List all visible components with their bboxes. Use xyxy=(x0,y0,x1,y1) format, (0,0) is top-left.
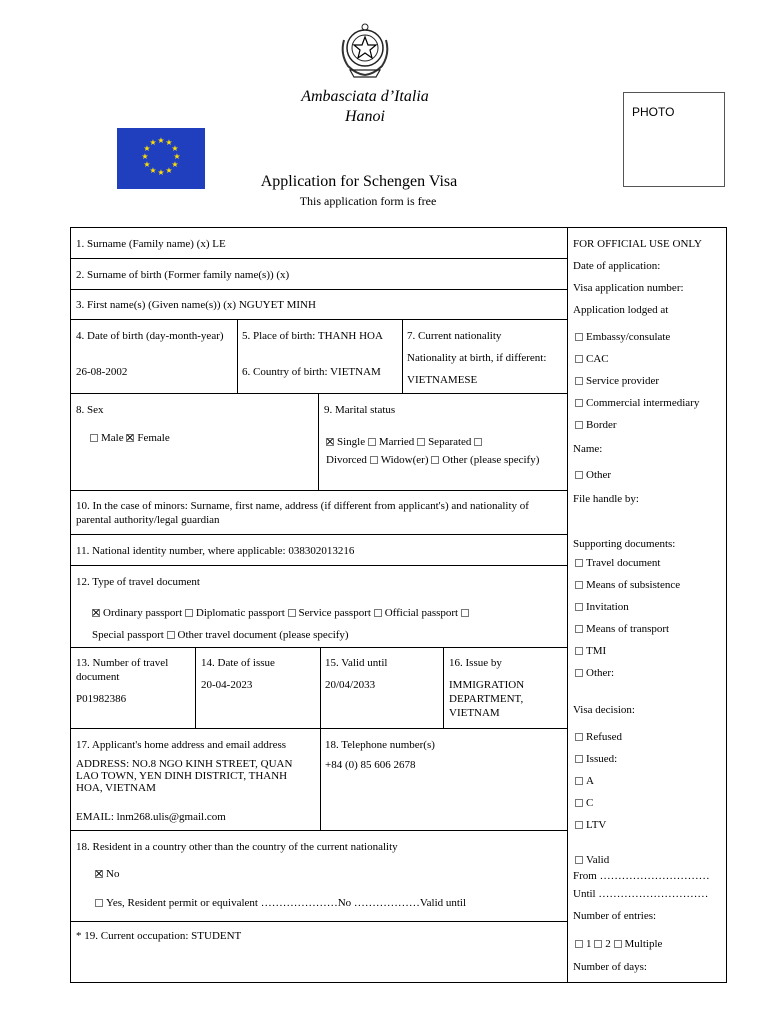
other-travel-doc-checkbox[interactable] xyxy=(167,631,175,639)
official-transport-option xyxy=(575,622,669,636)
entries-2-checkbox[interactable] xyxy=(594,940,602,948)
male-label: Male xyxy=(101,432,124,444)
svg-text:★: ★ xyxy=(165,166,173,175)
official-file: File handle by: xyxy=(573,493,639,505)
issued-checkbox[interactable] xyxy=(575,755,583,763)
from-dots: ………………………… xyxy=(599,870,710,882)
extra-checkbox[interactable] xyxy=(474,438,482,446)
official-refused-option xyxy=(575,730,622,744)
nationality-value[interactable]: VIETNAMESE xyxy=(407,374,478,386)
national-id-field[interactable]: 11. National identity number, where applicable: 038302013216 xyxy=(76,545,355,557)
address-label: 17. Applicant's home address and email address xyxy=(76,739,287,751)
nationality-label: 7. Current nationality xyxy=(407,330,502,342)
entries-multiple-label: Multiple xyxy=(624,938,663,950)
official-a-option xyxy=(575,774,594,788)
svg-text:★: ★ xyxy=(143,144,151,153)
special-passport-checkbox[interactable] xyxy=(461,609,469,617)
address-value[interactable]: ADDRESS: NO.8 NGO KINH STREET, QUAN LAO TOWN, YEN DINH DISTRICT, THANH HOA, VIETNAM xyxy=(76,758,293,794)
official-other-option xyxy=(575,468,611,482)
service-provider-checkbox[interactable] xyxy=(575,377,583,385)
travel-doc-number-value[interactable]: P01982386 xyxy=(76,693,127,705)
border-checkbox[interactable] xyxy=(575,421,583,429)
svg-text:★: ★ xyxy=(173,152,181,161)
official-ltv-option xyxy=(575,818,606,832)
until-dots: ………………………… xyxy=(598,888,709,900)
issued-by-value[interactable]: IMMIGRATION DEPARTMENT, VIETNAM xyxy=(449,679,525,719)
dob-label: 4. Date of birth (day-month-year) xyxy=(76,330,224,342)
surname-of-birth-field[interactable]: 2. Surname of birth (Former family name(s)) (x) xyxy=(76,269,290,281)
commercial-checkbox[interactable] xyxy=(575,399,583,407)
resident-permit-dots: ………………… xyxy=(260,897,338,909)
dob-value[interactable]: 26-08-2002 xyxy=(76,366,128,378)
special-passport-label: Special passport xyxy=(92,629,164,641)
entries-2-label: 2 xyxy=(605,938,611,950)
tmi-checkbox[interactable] xyxy=(575,647,583,655)
official-name: Name: xyxy=(573,443,603,455)
resident-yes-label: Yes, Resident permit or equivalent xyxy=(106,897,258,909)
resident-valid-until: Valid until xyxy=(419,897,467,909)
invitation-label: Invitation xyxy=(586,601,629,613)
tmi-label: TMI xyxy=(586,645,607,657)
marital-options-2 xyxy=(326,453,562,467)
from-label: From xyxy=(573,870,597,882)
embassy-label: Embassy/consulate xyxy=(586,331,671,343)
married-checkbox[interactable] xyxy=(368,438,376,446)
italian-emblem-icon xyxy=(336,20,394,82)
other-label: Other xyxy=(586,469,612,481)
official-from xyxy=(573,869,710,883)
marital-other-checkbox[interactable] xyxy=(431,456,439,464)
official-cac-option xyxy=(575,352,609,366)
official-other2-option xyxy=(575,666,614,680)
male-checkbox[interactable] xyxy=(90,434,98,442)
subsistence-checkbox[interactable] xyxy=(575,581,583,589)
official-service-option xyxy=(575,374,659,388)
until-label: Until xyxy=(573,888,596,900)
official-visa-no: Visa application number: xyxy=(573,282,684,294)
marital-label: 9. Marital status xyxy=(324,404,396,416)
female-checkbox[interactable] xyxy=(126,434,134,442)
official-until xyxy=(573,887,708,901)
travel-doc-label: 12. Type of travel document xyxy=(76,576,200,588)
official-c-option xyxy=(575,796,593,810)
valid-label: Valid xyxy=(586,854,610,866)
travel-doc-number-label: 13. Number of travel document xyxy=(76,657,169,683)
widow-checkbox[interactable] xyxy=(370,456,378,464)
form-title: Application for Schengen Visa xyxy=(260,173,458,190)
svg-text:★: ★ xyxy=(149,166,157,175)
svg-text:★: ★ xyxy=(149,138,157,147)
minors-field[interactable]: 10. In the case of minors: Surname, first name, address (if different from applicant's) and nationality of parental authority/legal guardian xyxy=(76,500,529,526)
embassy-name: Ambasciata d’Italia xyxy=(301,88,429,105)
email-value[interactable]: EMAIL: lnm268.ulis@gmail.com xyxy=(76,811,226,823)
official-tmi-option xyxy=(575,644,606,658)
refused-label: Refused xyxy=(586,731,623,743)
ltv-checkbox[interactable] xyxy=(575,821,583,829)
surname-field[interactable]: 1. Surname (Family name) (x) LE xyxy=(76,238,226,250)
valid-checkbox[interactable] xyxy=(575,856,583,864)
other-travel-doc-label: Other travel document (please specify) xyxy=(177,629,349,641)
resident-yes-option xyxy=(95,896,466,910)
travel-doc-options xyxy=(92,602,552,646)
married-label: Married xyxy=(378,436,415,448)
resident-no-option xyxy=(95,867,119,881)
issue-date-value[interactable]: 20-04-2023 xyxy=(201,679,253,691)
single-checkbox[interactable] xyxy=(326,438,334,446)
nationality-birth-label: Nationality at birth, if different: xyxy=(407,352,547,364)
first-name-field[interactable]: 3. First name(s) (Given name(s)) (x) NGUYET MINH xyxy=(76,299,316,311)
official-travel-doc-option xyxy=(575,556,660,570)
svg-text:★: ★ xyxy=(157,136,165,145)
invitation-checkbox[interactable] xyxy=(575,603,583,611)
official-embassy-option xyxy=(575,330,670,344)
photo-label: PHOTO xyxy=(632,105,675,119)
sex-options xyxy=(90,431,170,445)
telephone-value[interactable]: +84 (0) 85 606 2678 xyxy=(325,759,416,771)
border-label: Border xyxy=(586,419,617,431)
resident-valid-dots: ……………… xyxy=(353,897,420,909)
marital-options xyxy=(326,431,562,453)
sex-label: 8. Sex xyxy=(76,404,104,416)
issued-label: Issued: xyxy=(586,753,618,765)
official-passport-checkbox[interactable] xyxy=(374,609,382,617)
official-entries-options xyxy=(575,937,662,951)
issued-by-label: 16. Issue by xyxy=(449,657,502,669)
svg-text:★: ★ xyxy=(171,160,179,169)
entries-multiple-checkbox[interactable] xyxy=(614,940,622,948)
entries-1-label: 1 xyxy=(586,938,592,950)
issue-date-label: 14. Date of issue xyxy=(201,657,275,669)
other-checkbox[interactable] xyxy=(575,471,583,479)
c-checkbox[interactable] xyxy=(575,799,583,807)
official-valid-option xyxy=(575,853,609,867)
a-checkbox[interactable] xyxy=(575,777,583,785)
official-supporting: Supporting documents: xyxy=(573,538,676,550)
embassy-checkbox[interactable] xyxy=(575,333,583,341)
photo-box xyxy=(623,92,725,187)
commercial-label: Commercial intermediary xyxy=(586,397,700,409)
official-date-app: Date of application: xyxy=(573,260,661,272)
country-of-birth[interactable]: 6. Country of birth: VIETNAM xyxy=(242,366,381,378)
service-provider-label: Service provider xyxy=(586,375,659,387)
travel-doc-label-official: Travel document xyxy=(586,557,661,569)
diplomatic-passport-label: Diplomatic passport xyxy=(195,607,285,619)
separated-label: Separated xyxy=(428,436,472,448)
service-passport-checkbox[interactable] xyxy=(288,609,296,617)
official-passport-label: Official passport xyxy=(384,607,459,619)
telephone-label: 18. Telephone number(s) xyxy=(325,739,435,751)
separated-checkbox[interactable] xyxy=(417,438,425,446)
resident-yes-checkbox[interactable] xyxy=(95,899,103,907)
transport-label: Means of transport xyxy=(586,623,670,635)
other2-label: Other: xyxy=(586,667,615,679)
official-days: Number of days: xyxy=(573,961,647,973)
transport-checkbox[interactable] xyxy=(575,625,583,633)
resident-label: 18. Resident in a country other than the country of the current nationality xyxy=(76,841,398,853)
marital-other-label: Other (please specify) xyxy=(442,454,540,466)
c-label: C xyxy=(586,797,594,809)
form-subtitle: This application form is free xyxy=(299,194,437,208)
official-entries: Number of entries: xyxy=(573,910,657,922)
single-label: Single xyxy=(337,436,366,448)
official-lodged: Application lodged at xyxy=(573,304,669,316)
ordinary-passport-checkbox[interactable] xyxy=(92,609,100,617)
resident-no-label: No xyxy=(106,868,120,880)
embassy-city: Hanoi xyxy=(345,108,385,125)
a-label: A xyxy=(586,775,594,787)
svg-text:★: ★ xyxy=(143,160,151,169)
service-passport-label: Service passport xyxy=(298,607,371,619)
female-label: Female xyxy=(137,432,170,444)
ordinary-passport-label: Ordinary passport xyxy=(103,607,183,619)
ltv-label: LTV xyxy=(586,819,607,831)
place-of-birth[interactable]: 5. Place of birth: THANH HOA xyxy=(242,330,383,342)
official-invitation-option xyxy=(575,600,629,614)
cac-label: CAC xyxy=(586,353,609,365)
official-issued-option xyxy=(575,752,617,766)
subsistence-label: Means of subsistence xyxy=(586,579,681,591)
official-visa-decision: Visa decision: xyxy=(573,704,635,716)
official-commercial-option xyxy=(575,396,699,410)
official-title: FOR OFFICIAL USE ONLY xyxy=(573,238,702,250)
svg-text:★: ★ xyxy=(157,168,165,177)
entries-1-checkbox[interactable] xyxy=(575,940,583,948)
refused-checkbox[interactable] xyxy=(575,733,583,741)
divorced-label: Divorced xyxy=(326,454,367,466)
official-border-option xyxy=(575,418,617,432)
diplomatic-passport-checkbox[interactable] xyxy=(185,609,193,617)
occupation-field[interactable]: * 19. Current occupation: STUDENT xyxy=(76,930,242,942)
resident-permit-no: No xyxy=(337,897,352,909)
widow-label: Widow(er) xyxy=(380,454,429,466)
official-subsistence-option xyxy=(575,578,680,592)
valid-until-value[interactable]: 20/04/2033 xyxy=(325,679,376,691)
other2-checkbox[interactable] xyxy=(575,669,583,677)
cac-checkbox[interactable] xyxy=(575,355,583,363)
svg-text:★: ★ xyxy=(171,144,179,153)
valid-until-label: 15. Valid until xyxy=(325,657,388,669)
travel-doc-checkbox[interactable] xyxy=(575,559,583,567)
svg-text:★: ★ xyxy=(141,152,149,161)
eu-flag-icon xyxy=(117,128,205,189)
resident-no-checkbox[interactable] xyxy=(95,870,103,878)
svg-text:★: ★ xyxy=(165,138,173,147)
